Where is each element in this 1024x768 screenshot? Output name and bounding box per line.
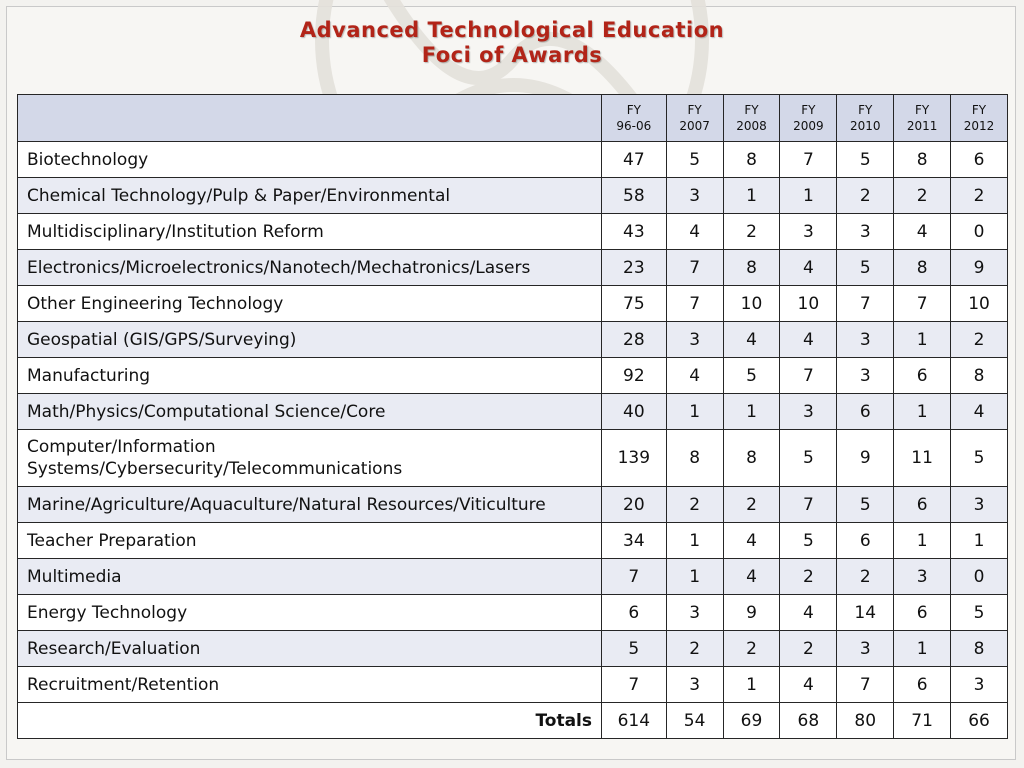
table-row [18,559,1008,595]
value-cell: 92 [602,358,667,394]
totals-label: Totals [18,703,602,739]
value-cell: 2 [666,631,723,667]
value-cell: 4 [723,523,780,559]
value-cell: 1 [780,178,837,214]
table-row [18,214,1008,250]
value-cell: 8 [894,142,951,178]
category-cell: Electronics/Microelectronics/Nanotech/Mechatronics/Lasers [18,250,602,286]
value-cell: 139 [602,430,667,487]
value-cell: 20 [602,487,667,523]
value-cell: 1 [666,394,723,430]
category-cell: Geospatial (GIS/GPS/Surveying) [18,322,602,358]
value-cell: 58 [602,178,667,214]
value-cell: 8 [951,358,1008,394]
table-row [18,178,1008,214]
value-cell: 3 [951,667,1008,703]
header-corner-cell [18,95,602,142]
value-cell: 0 [951,214,1008,250]
value-cell: 0 [951,559,1008,595]
value-cell: 8 [723,430,780,487]
value-cell: 14 [837,595,894,631]
table-row [18,250,1008,286]
value-cell: 5 [837,142,894,178]
category-cell: Recruitment/Retention [18,667,602,703]
value-cell: 3 [780,394,837,430]
value-cell: 4 [780,595,837,631]
value-cell: 2 [666,487,723,523]
value-cell: 4 [894,214,951,250]
category-cell: Computer/Information Systems/Cybersecurity/Telecommunications [18,430,602,487]
value-cell: 1 [894,322,951,358]
value-cell: 7 [780,487,837,523]
value-cell: 6 [951,142,1008,178]
total-value-cell: 68 [780,703,837,739]
value-cell: 4 [723,322,780,358]
value-cell: 43 [602,214,667,250]
awards-table [17,94,1008,739]
value-cell: 5 [951,595,1008,631]
value-cell: 1 [666,523,723,559]
value-cell: 5 [666,142,723,178]
column-header: FY 2012 [951,95,1008,142]
column-header: FY 2010 [837,95,894,142]
value-cell: 2 [780,559,837,595]
category-cell: Research/Evaluation [18,631,602,667]
category-cell: Teacher Preparation [18,523,602,559]
table-row [18,667,1008,703]
title-line-2: Foci of Awards [421,43,603,67]
value-cell: 6 [837,394,894,430]
value-cell: 75 [602,286,667,322]
value-cell: 23 [602,250,667,286]
table-row [18,487,1008,523]
value-cell: 4 [780,250,837,286]
category-cell: Multimedia [18,559,602,595]
value-cell: 9 [723,595,780,631]
value-cell: 3 [894,559,951,595]
value-cell: 4 [723,559,780,595]
value-cell: 7 [666,286,723,322]
value-cell: 5 [780,430,837,487]
value-cell: 4 [780,667,837,703]
value-cell: 6 [894,487,951,523]
category-cell: Manufacturing [18,358,602,394]
table-row [18,430,1008,487]
category-cell: Other Engineering Technology [18,286,602,322]
value-cell: 10 [951,286,1008,322]
table-row [18,595,1008,631]
value-cell: 7 [837,667,894,703]
value-cell: 40 [602,394,667,430]
table-row [18,286,1008,322]
header-row [18,95,1008,142]
value-cell: 2 [951,178,1008,214]
value-cell: 7 [894,286,951,322]
total-value-cell: 71 [894,703,951,739]
value-cell: 1 [894,523,951,559]
value-cell: 6 [837,523,894,559]
value-cell: 9 [951,250,1008,286]
value-cell: 10 [780,286,837,322]
total-value-cell: 54 [666,703,723,739]
column-header: FY 2007 [666,95,723,142]
value-cell: 3 [666,322,723,358]
value-cell: 7 [602,667,667,703]
value-cell: 28 [602,322,667,358]
category-cell: Multidisciplinary/Institution Reform [18,214,602,250]
value-cell: 2 [951,322,1008,358]
value-cell: 34 [602,523,667,559]
column-header: FY 2008 [723,95,780,142]
value-cell: 2 [723,487,780,523]
value-cell: 9 [837,430,894,487]
value-cell: 47 [602,142,667,178]
value-cell: 6 [602,595,667,631]
table-row [18,142,1008,178]
value-cell: 5 [951,430,1008,487]
value-cell: 4 [666,358,723,394]
value-cell: 2 [837,559,894,595]
value-cell: 6 [894,595,951,631]
value-cell: 1 [666,559,723,595]
value-cell: 5 [602,631,667,667]
value-cell: 5 [780,523,837,559]
value-cell: 3 [780,214,837,250]
value-cell: 5 [837,487,894,523]
table-row [18,394,1008,430]
totals-row [18,703,1008,739]
value-cell: 1 [951,523,1008,559]
value-cell: 3 [837,214,894,250]
value-cell: 3 [666,595,723,631]
category-cell: Biotechnology [18,142,602,178]
value-cell: 1 [894,394,951,430]
value-cell: 4 [951,394,1008,430]
value-cell: 8 [666,430,723,487]
column-header: FY 2009 [780,95,837,142]
table-row [18,523,1008,559]
value-cell: 1 [894,631,951,667]
title-line-1: Advanced Technological Education [299,18,725,42]
column-header: FY 2011 [894,95,951,142]
total-value-cell: 80 [837,703,894,739]
value-cell: 5 [723,358,780,394]
value-cell: 3 [666,667,723,703]
value-cell: 11 [894,430,951,487]
value-cell: 3 [951,487,1008,523]
value-cell: 5 [837,250,894,286]
value-cell: 2 [723,631,780,667]
category-cell: Energy Technology [18,595,602,631]
value-cell: 3 [837,322,894,358]
column-header: FY 96-06 [602,95,667,142]
value-cell: 8 [723,142,780,178]
value-cell: 10 [723,286,780,322]
value-cell: 6 [894,667,951,703]
value-cell: 2 [894,178,951,214]
value-cell: 7 [780,358,837,394]
category-cell: Chemical Technology/Pulp & Paper/Environmental [18,178,602,214]
value-cell: 4 [666,214,723,250]
value-cell: 2 [837,178,894,214]
value-cell: 7 [602,559,667,595]
value-cell: 3 [837,631,894,667]
total-value-cell: 614 [602,703,667,739]
value-cell: 7 [780,142,837,178]
value-cell: 1 [723,667,780,703]
page-title [0,18,1024,68]
value-cell: 8 [951,631,1008,667]
value-cell: 8 [723,250,780,286]
category-cell: Math/Physics/Computational Science/Core [18,394,602,430]
value-cell: 6 [894,358,951,394]
total-value-cell: 69 [723,703,780,739]
value-cell: 4 [780,322,837,358]
total-value-cell: 66 [951,703,1008,739]
value-cell: 3 [837,358,894,394]
table-row [18,358,1008,394]
value-cell: 7 [666,250,723,286]
value-cell: 3 [666,178,723,214]
table-row [18,631,1008,667]
value-cell: 1 [723,178,780,214]
value-cell: 1 [723,394,780,430]
category-cell: Marine/Agriculture/Aquaculture/Natural Resources/Viticulture [18,487,602,523]
value-cell: 7 [837,286,894,322]
value-cell: 8 [894,250,951,286]
table-row [18,322,1008,358]
value-cell: 2 [780,631,837,667]
value-cell: 2 [723,214,780,250]
